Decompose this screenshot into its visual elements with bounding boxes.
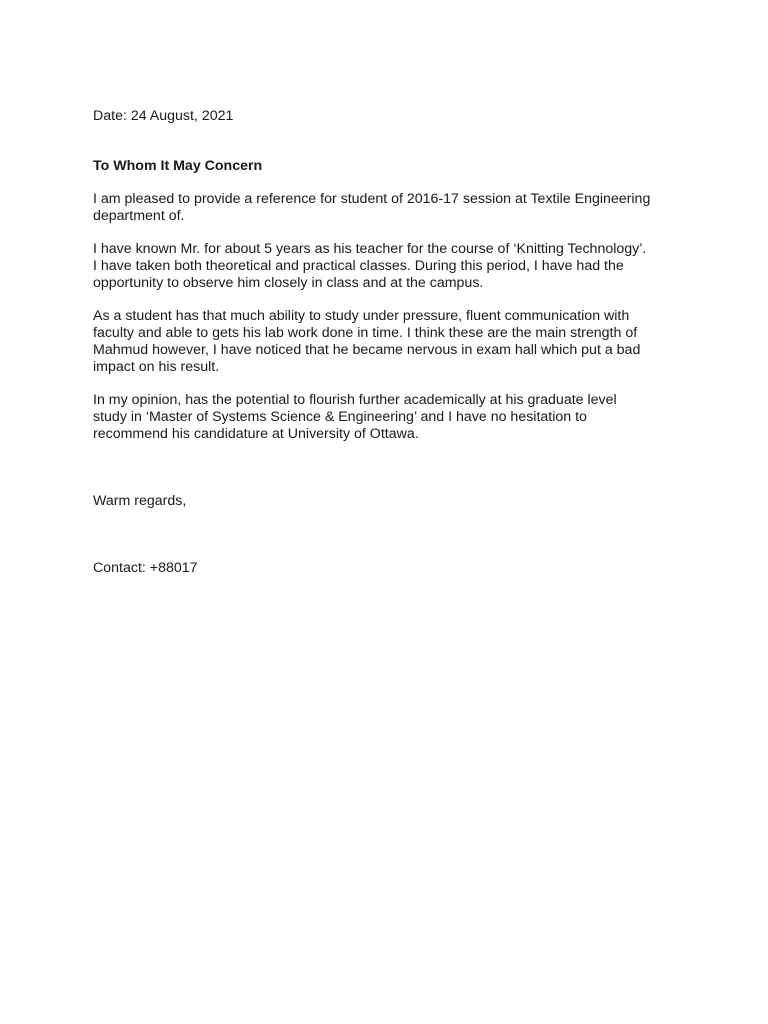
letter-paragraph-2: I have known Mr. for about 5 years as his teacher for the course of ‘Knitting Technology’. I have taken both theoretical and practical classes. During this period, I have had the opportunity to observe him closely in class and at the campus. [93, 241, 647, 291]
letter-closing: Warm regards, [93, 493, 187, 509]
letter-paragraph-1: I am pleased to provide a reference for student of 2016-17 session at Textile Engineering department of. [93, 191, 651, 224]
letter-date: Date: 24 August, 2021 [93, 108, 234, 124]
letter-paragraph-3: As a student has that much ability to study under pressure, fluent communication with faculty and able to gets his lab work done in time. I think these are the main strength of Mahmud however, I have noticed that he became nervous in exam hall which put a bad impact on his result. [93, 308, 641, 375]
letter-paragraph-4: In my opinion, has the potential to flourish further academically at his graduate level study in ‘Master of Systems Science & Engineering’ and I have no hesitation to recommend his candidature at University of Ottawa. [93, 392, 617, 442]
letter-salutation: To Whom It May Concern [93, 158, 263, 174]
letter-contact: Contact: +88017 [93, 560, 198, 576]
reference-letter [93, 108, 653, 577]
